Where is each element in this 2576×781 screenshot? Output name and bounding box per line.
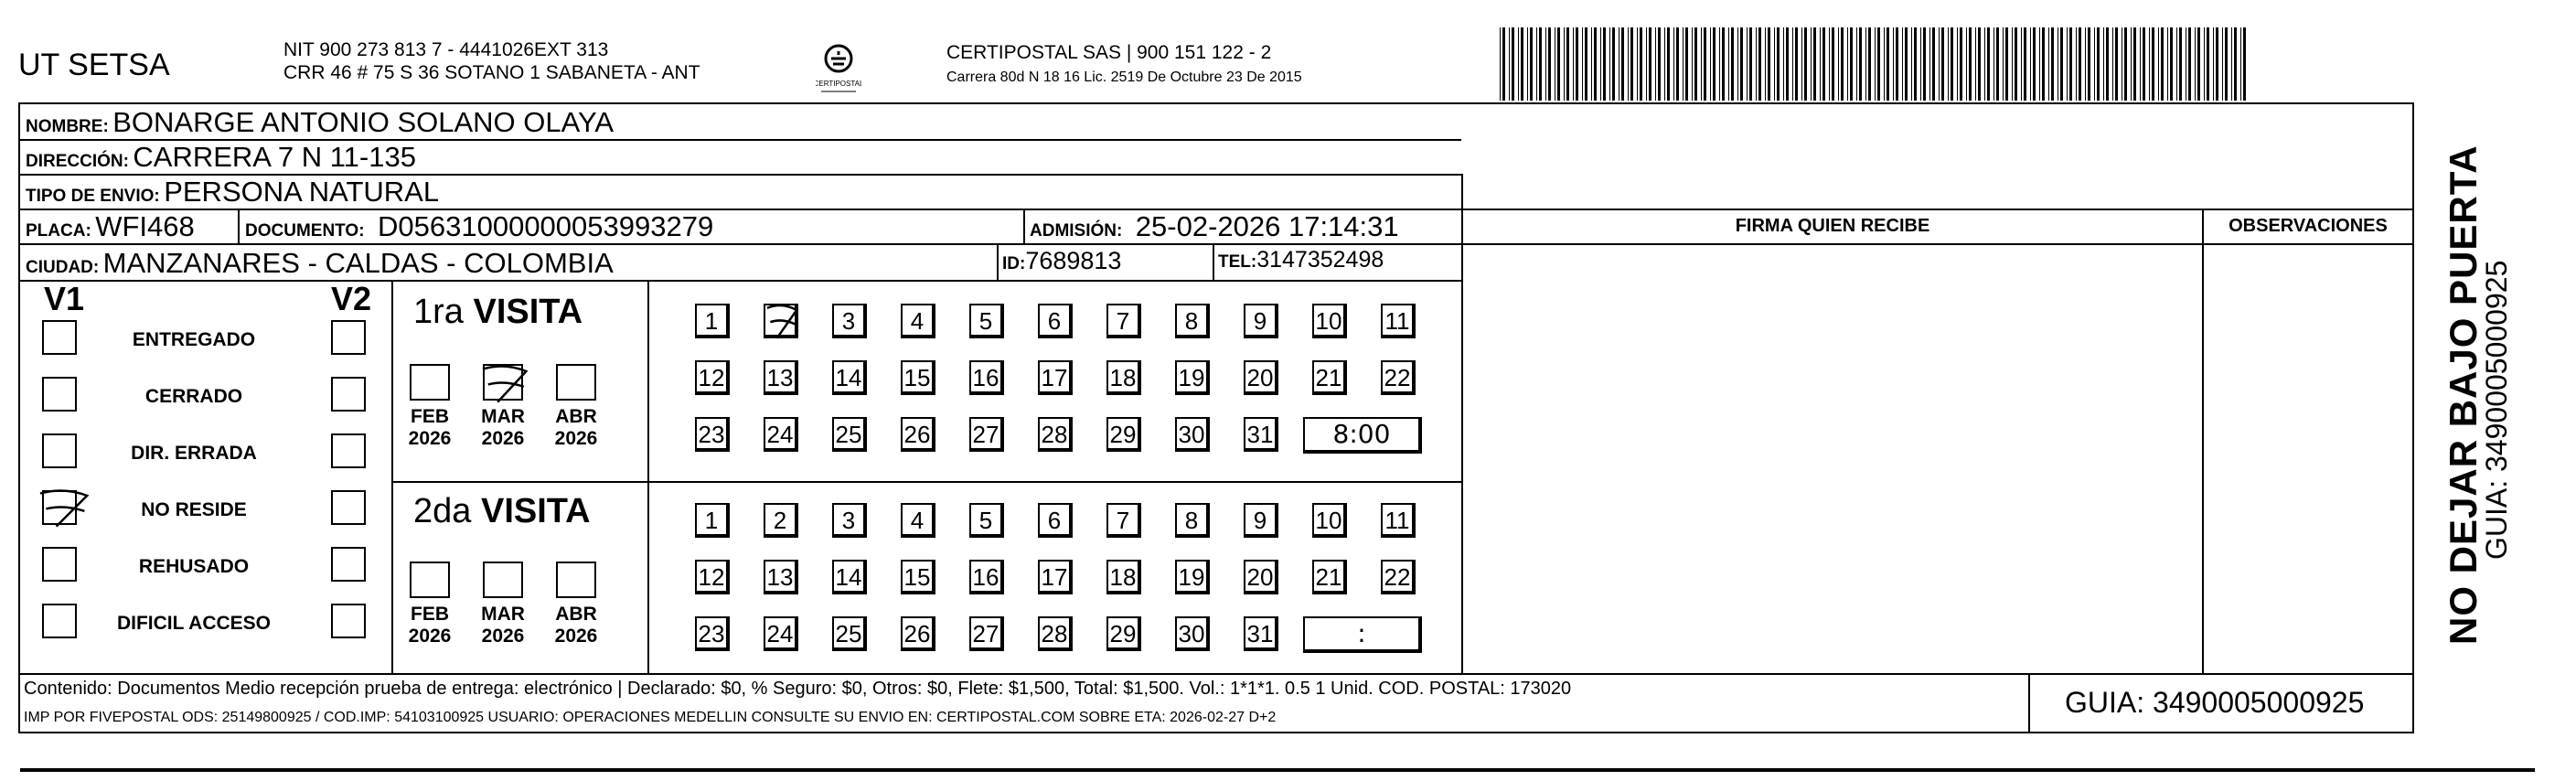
- id-label: ID:: [1002, 254, 1026, 273]
- month-label: [476, 406, 530, 450]
- day-box[interactable]: 29: [1106, 417, 1141, 452]
- visit1-num: 1ra: [413, 293, 464, 331]
- month-year: 2026: [481, 428, 525, 449]
- certipostal-info: [946, 40, 1302, 90]
- day-box[interactable]: 31: [1244, 616, 1278, 651]
- day-box[interactable]: 11: [1381, 503, 1416, 538]
- day-box[interactable]: 15: [901, 360, 935, 395]
- day-box[interactable]: 8: [1175, 304, 1210, 338]
- delivery-form: [18, 102, 2414, 733]
- day-box[interactable]: 3: [832, 503, 867, 538]
- visit2-num: 2da: [413, 492, 472, 530]
- barcode: [1500, 27, 2250, 101]
- time-box[interactable]: :: [1303, 616, 1422, 653]
- certipostal-nit: CERTIPOSTAL SAS | 900 151 122 - 2: [946, 42, 1272, 63]
- day-box[interactable]: 12: [695, 360, 730, 395]
- month-checkbox[interactable]: [556, 562, 596, 598]
- month-name: ABR: [555, 604, 597, 625]
- id-value: 7689813: [1025, 247, 1122, 274]
- day-box[interactable]: 28: [1038, 417, 1073, 452]
- status-label: DIR. ERRADA: [131, 443, 257, 464]
- observaciones-area[interactable]: [2204, 245, 2412, 673]
- v2-checkbox[interactable]: [331, 547, 366, 582]
- side-warning: NO DEJAR BAJO PUERTA: [2442, 144, 2485, 645]
- day-box[interactable]: 21: [1312, 560, 1347, 594]
- day-box[interactable]: 16: [969, 360, 1004, 395]
- month-checkbox[interactable]: [410, 364, 450, 401]
- month-check-mark: [481, 360, 529, 404]
- month-checkbox[interactable]: [410, 562, 450, 598]
- day-box[interactable]: 13: [764, 560, 798, 594]
- month-year: 2026: [408, 428, 452, 449]
- day-box[interactable]: 28: [1038, 616, 1073, 651]
- day-box[interactable]: 24: [764, 616, 798, 651]
- day-box[interactable]: 18: [1106, 560, 1141, 594]
- day-box[interactable]: 26: [901, 616, 935, 651]
- day-box[interactable]: 30: [1175, 417, 1210, 452]
- day-box[interactable]: 29: [1106, 616, 1141, 651]
- placa-cell: [26, 210, 195, 243]
- v2-checkbox[interactable]: [331, 604, 366, 638]
- v2-header: V2: [331, 280, 372, 317]
- visit1-title: [413, 293, 583, 332]
- placa-label: PLACA:: [26, 221, 91, 241]
- day-box[interactable]: 7: [1106, 503, 1141, 538]
- day-box[interactable]: 4: [901, 304, 935, 338]
- v1-checkbox[interactable]: [42, 547, 77, 582]
- direccion-label: DIRECCIÓN:: [26, 152, 129, 171]
- direccion-value: CARRERA 7 N 11-135: [133, 141, 416, 173]
- v1-checkbox[interactable]: [42, 433, 77, 468]
- company-name: UT SETSA: [18, 48, 170, 82]
- day-box[interactable]: 18: [1106, 360, 1141, 395]
- day-box[interactable]: 22: [1381, 560, 1416, 594]
- ciudad-label: CIUDAD:: [26, 258, 100, 277]
- tipo-row: [26, 176, 439, 209]
- day-box[interactable]: 19: [1175, 360, 1210, 395]
- day-box[interactable]: 9: [1244, 503, 1278, 538]
- day-box[interactable]: 16: [969, 560, 1004, 594]
- day-box[interactable]: 17: [1038, 560, 1073, 594]
- tel-label: TEL:: [1218, 252, 1257, 272]
- day-box[interactable]: 6: [1038, 503, 1073, 538]
- certipostal-logo: [816, 40, 861, 97]
- v2-checkbox[interactable]: [331, 320, 366, 355]
- month-year: 2026: [554, 428, 598, 449]
- month-label: [402, 406, 457, 450]
- day-box[interactable]: 20: [1244, 560, 1278, 594]
- month-checkbox[interactable]: [556, 364, 596, 401]
- month-label: [476, 604, 530, 647]
- tipo-value: PERSONA NATURAL: [164, 176, 440, 208]
- day-box[interactable]: 17: [1038, 360, 1073, 395]
- day-box[interactable]: 10: [1312, 503, 1347, 538]
- month-year: 2026: [554, 626, 598, 647]
- ciudad-cell: [26, 247, 614, 280]
- day-box[interactable]: 19: [1175, 560, 1210, 594]
- day-box[interactable]: 5: [969, 304, 1004, 338]
- day-box[interactable]: 24: [764, 417, 798, 452]
- nombre-value: BONARGE ANTONIO SOLANO OLAYA: [112, 106, 615, 138]
- v1-check-mark: [38, 485, 90, 529]
- time-box[interactable]: 8:00: [1303, 417, 1422, 454]
- day-box[interactable]: 23: [695, 417, 730, 452]
- day-box[interactable]: 8: [1175, 503, 1210, 538]
- footer-contents: Contenido: Documentos Medio recepción prueba de entrega: electrónico | Declarado: $0, % Seguro: $0, Otros: $0, Flete: $1,500, Total: $1,500. Vol.: 1*1*1. 0.5 1 Unid. COD. POSTAL: 173020: [24, 679, 1572, 699]
- day-box[interactable]: 27: [969, 616, 1004, 651]
- day-box[interactable]: 21: [1312, 360, 1347, 395]
- day-box[interactable]: 4: [901, 503, 935, 538]
- nombre-label: NOMBRE:: [26, 117, 109, 136]
- day-box[interactable]: 26: [901, 417, 935, 452]
- month-name: MAR: [481, 406, 525, 427]
- direccion-row: [26, 141, 416, 174]
- month-label: [402, 604, 457, 647]
- status-label: REHUSADO: [138, 556, 250, 577]
- month-name: FEB: [411, 406, 449, 427]
- day-box[interactable]: 27: [969, 417, 1004, 452]
- day-box[interactable]: 5: [969, 503, 1004, 538]
- footer-guia: GUIA: 3490005000925: [2065, 686, 2365, 719]
- day-box[interactable]: 6: [1038, 304, 1073, 338]
- day-box[interactable]: 31: [1244, 417, 1278, 452]
- v2-checkbox[interactable]: [331, 490, 366, 525]
- ciudad-value: MANZANARES - CALDAS - COLOMBIA: [102, 247, 614, 279]
- day-check-mark: [765, 300, 798, 340]
- day-box[interactable]: 11: [1381, 304, 1416, 338]
- month-label: [549, 406, 604, 450]
- bottom-rule: [20, 768, 2535, 781]
- documento-value: D05631000000053993279: [378, 210, 714, 242]
- month-name: ABR: [555, 406, 597, 427]
- day-box[interactable]: 9: [1244, 304, 1278, 338]
- v1-checkbox[interactable]: [42, 320, 77, 355]
- visit2-title: [413, 492, 591, 531]
- month-name: FEB: [411, 604, 449, 625]
- day-box[interactable]: 3: [832, 304, 867, 338]
- day-box[interactable]: 15: [901, 560, 935, 594]
- status-label: CERRADO: [144, 386, 243, 407]
- day-box[interactable]: 14: [832, 360, 867, 395]
- day-box[interactable]: 14: [832, 560, 867, 594]
- day-box[interactable]: 13: [764, 360, 798, 395]
- admision-value: 25-02-2026 17:14:31: [1135, 210, 1399, 242]
- company-info: [283, 38, 700, 84]
- day-box[interactable]: 12: [695, 560, 730, 594]
- tel-cell: [1218, 247, 1384, 273]
- day-box[interactable]: 25: [832, 616, 867, 651]
- tipo-label: TIPO DE ENVIO:: [26, 187, 160, 206]
- status-label: ENTREGADO: [132, 329, 256, 350]
- svg-text:CERTIPOSTAL: CERTIPOSTAL: [816, 80, 861, 88]
- placa-value: WFI468: [95, 210, 195, 242]
- day-box[interactable]: 1: [695, 304, 730, 338]
- observaciones-header: OBSERVACIONES: [2229, 216, 2388, 236]
- v1-header: V1: [44, 280, 85, 317]
- firma-area[interactable]: [1463, 245, 2202, 673]
- admision-label: ADMISIÓN:: [1030, 221, 1123, 241]
- firma-header: FIRMA QUIEN RECIBE: [1735, 216, 1930, 236]
- day-box[interactable]: 10: [1312, 304, 1347, 338]
- documento-cell: [245, 210, 713, 243]
- day-box[interactable]: 20: [1244, 360, 1278, 395]
- day-box[interactable]: 25: [832, 417, 867, 452]
- month-year: 2026: [408, 626, 452, 647]
- v1-checkbox[interactable]: [42, 604, 77, 638]
- admision-cell: [1030, 210, 1399, 243]
- status-label: NO RESIDE: [141, 499, 247, 520]
- month-name: MAR: [481, 604, 525, 625]
- day-box[interactable]: 30: [1175, 616, 1210, 651]
- v1-checkbox[interactable]: [42, 377, 77, 412]
- footer-print-info: IMP POR FIVEPOSTAL ODS: 25149800925 / COD.IMP: 54103100925 USUARIO: OPERACIONES MEDELLIN CONSULTE SU ENVIO EN: CERTIPOSTAL.COM SOBRE ETA: 2026-02-27 D+2: [24, 710, 1277, 725]
- day-box[interactable]: 2: [764, 503, 798, 538]
- visit1-word: VISITA: [473, 293, 583, 331]
- id-cell: [1002, 247, 1121, 275]
- side-guia: GUIA: 3490005000925: [2480, 260, 2513, 560]
- address-line: CRR 46 # 75 S 36 SOTANO 1 SABANETA - ANT: [283, 62, 700, 83]
- month-checkbox[interactable]: [483, 562, 523, 598]
- documento-label: DOCUMENTO:: [245, 221, 365, 241]
- v2-checkbox[interactable]: [331, 377, 366, 412]
- tel-value: 3147352498: [1256, 247, 1384, 273]
- status-label: DIFICIL ACCESO: [116, 613, 271, 634]
- day-box[interactable]: 7: [1106, 304, 1141, 338]
- day-box[interactable]: 23: [695, 616, 730, 651]
- month-label: [549, 604, 604, 647]
- month-year: 2026: [481, 626, 525, 647]
- nit-line: NIT 900 273 813 7 - 4441026EXT 313: [283, 39, 609, 60]
- certipostal-license: Carrera 80d N 18 16 Lic. 2519 De Octubre 23 De 2015: [946, 70, 1302, 85]
- nombre-row: [26, 106, 614, 139]
- visit2-word: VISITA: [480, 492, 591, 530]
- day-box[interactable]: 22: [1381, 360, 1416, 395]
- v2-checkbox[interactable]: [331, 433, 366, 468]
- day-box[interactable]: 1: [695, 503, 730, 538]
